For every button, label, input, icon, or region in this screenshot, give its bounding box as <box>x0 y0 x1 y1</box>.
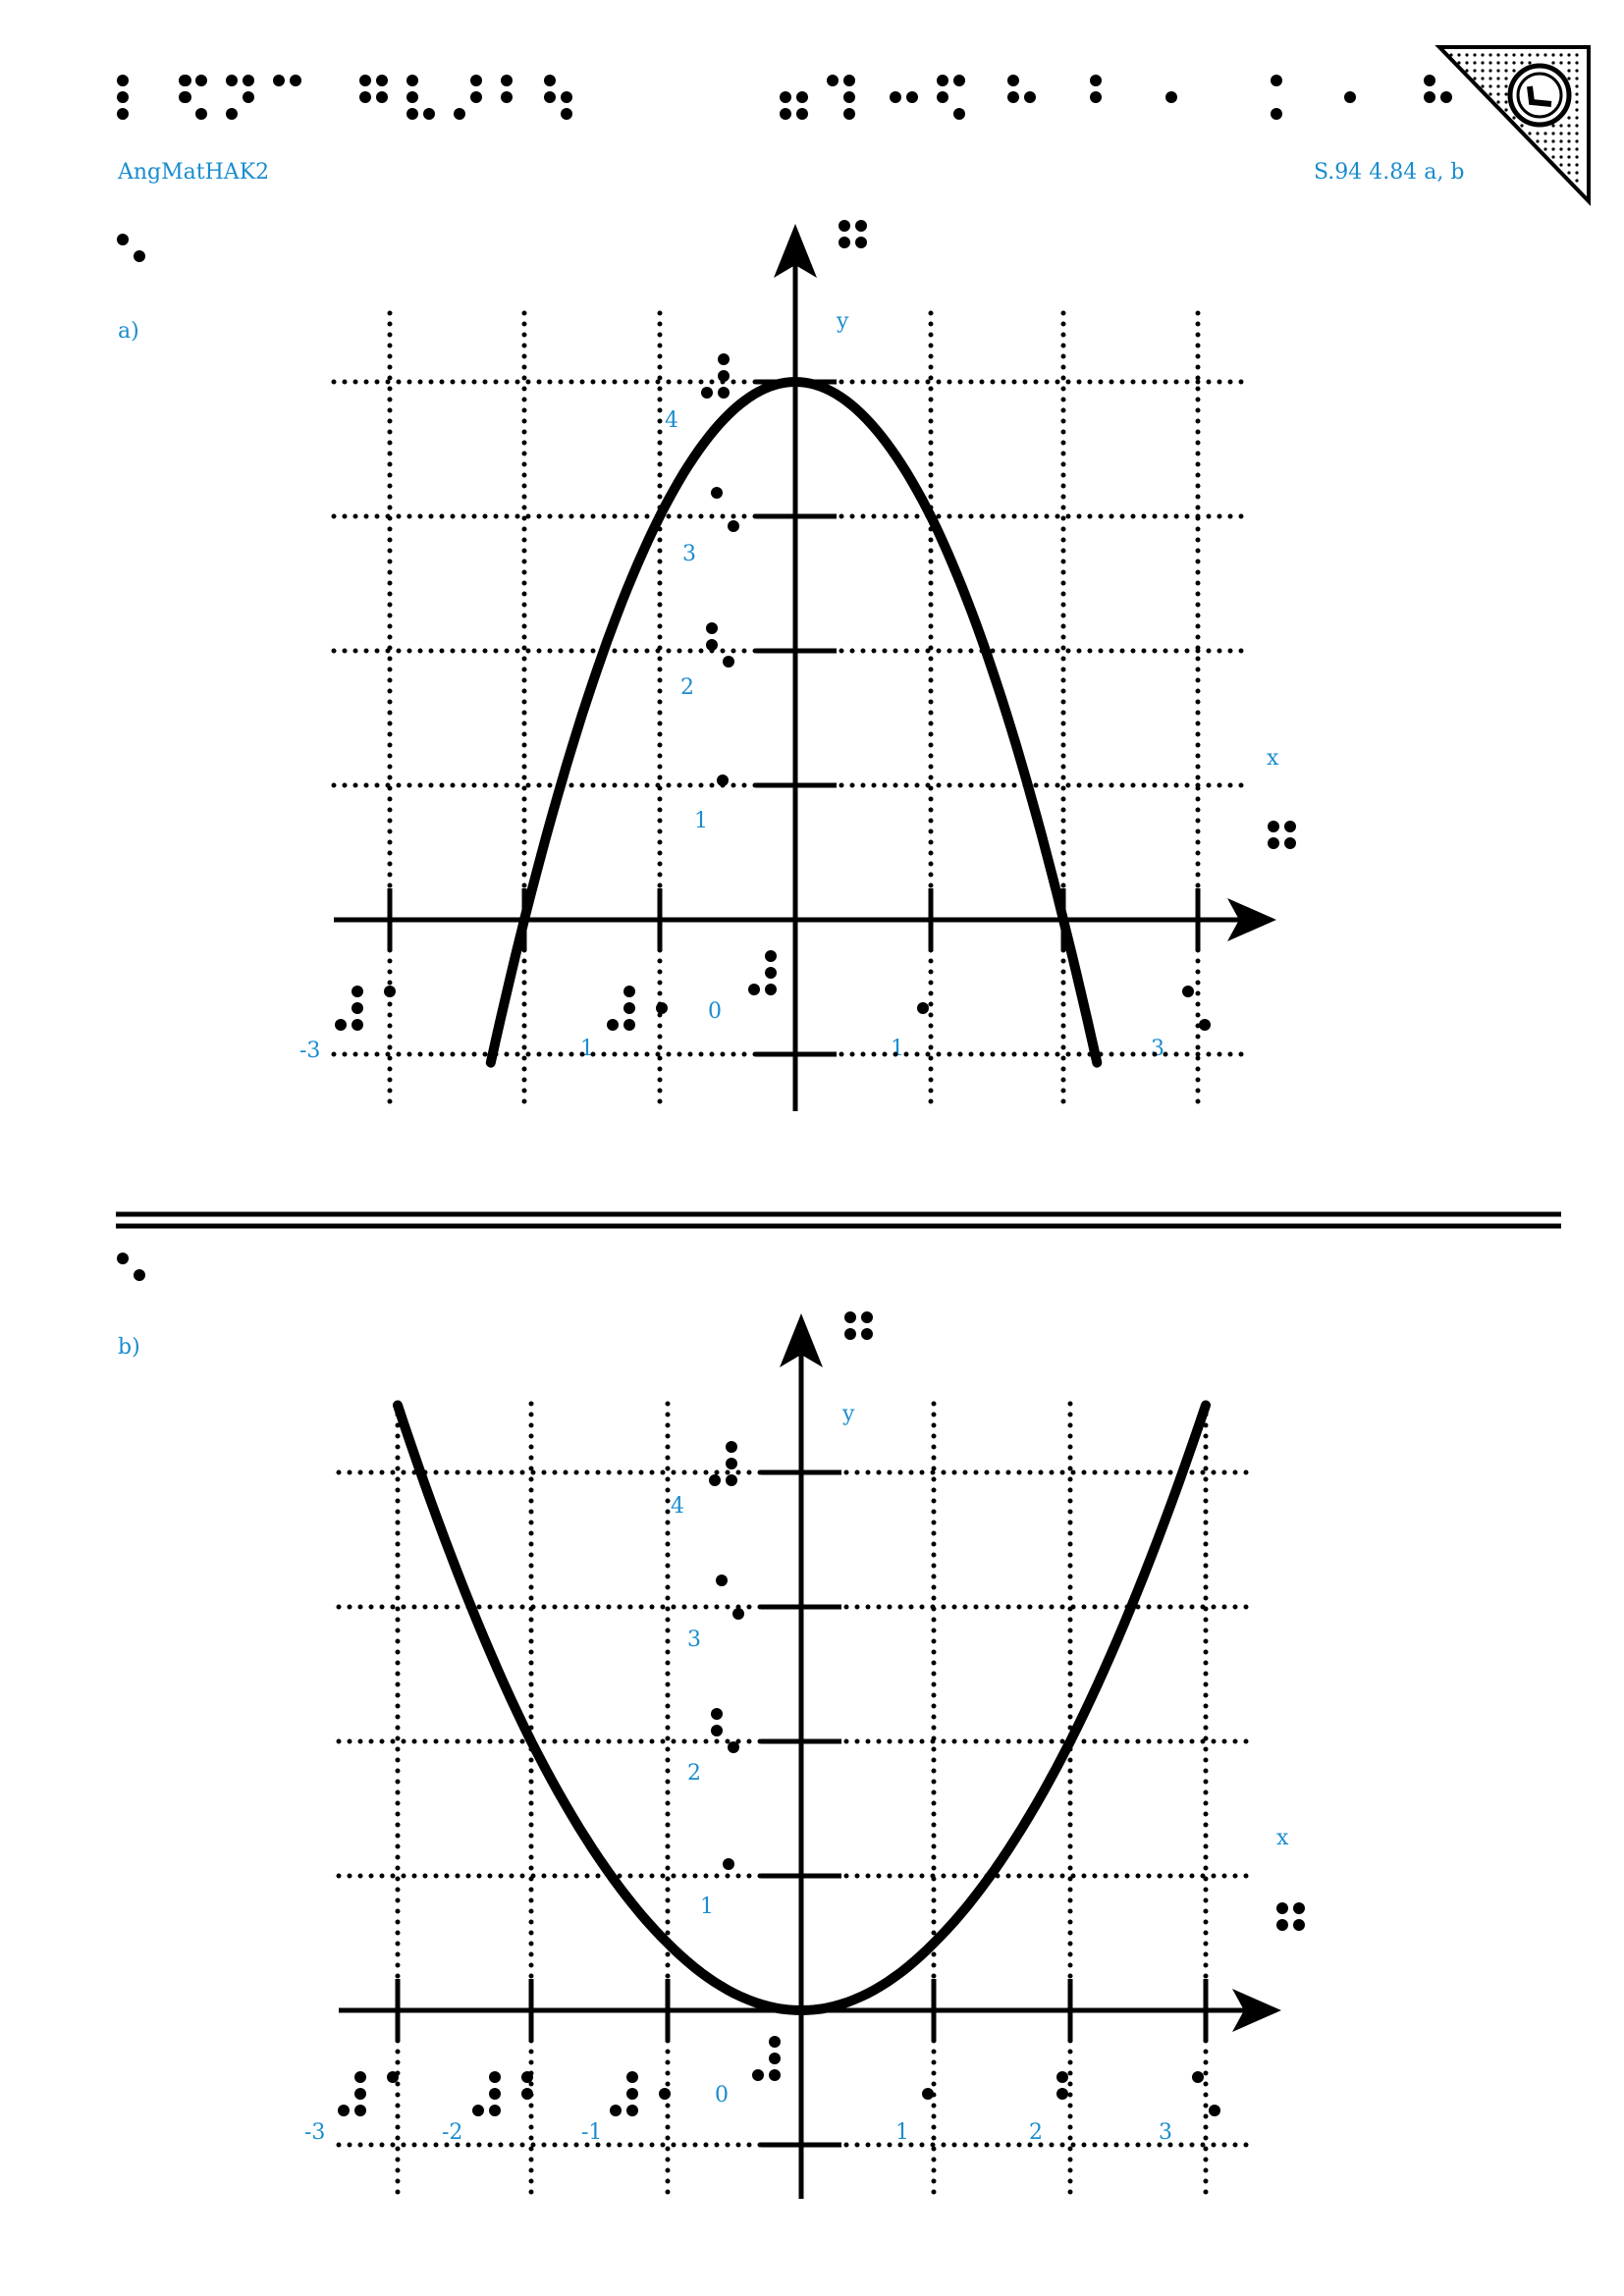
braille-dot <box>780 108 791 120</box>
braille-dot <box>406 75 418 86</box>
emblem-dot <box>1575 69 1578 72</box>
braille-dot <box>359 75 371 86</box>
data-point <box>1097 1062 1098 1063</box>
braille-dot <box>1024 91 1036 103</box>
emblem-dot <box>1473 61 1476 64</box>
data-point <box>490 1062 491 1063</box>
braille-dot <box>226 108 238 120</box>
emblem-dot <box>1575 116 1578 119</box>
braille-dot <box>1344 91 1356 103</box>
emblem-dot <box>1575 155 1578 158</box>
braille-dot <box>844 1311 856 1323</box>
braille-dot <box>906 91 918 103</box>
emblem-dot <box>1559 53 1562 56</box>
braille-dot <box>195 108 207 120</box>
emblem-dot <box>1551 132 1554 134</box>
emblem-dot <box>1559 139 1562 142</box>
braille-dot <box>1090 91 1102 103</box>
braille-dot <box>423 108 435 120</box>
emblem-dot <box>1512 69 1515 72</box>
chart-a-y-tick-label: 1 <box>694 809 708 833</box>
braille-dot <box>489 2071 501 2083</box>
braille-dot <box>117 1253 129 1264</box>
braille-dot <box>243 91 254 103</box>
braille-dot <box>861 1328 873 1340</box>
braille-dot <box>890 91 901 103</box>
data-point <box>795 382 796 383</box>
chart-a-y-tick-label: 4 <box>665 408 678 433</box>
emblem-dot <box>1489 77 1491 80</box>
emblem-dot <box>1520 124 1523 127</box>
chart-a-x-tick-label: 1 <box>580 1037 594 1061</box>
braille-dot <box>1090 75 1102 86</box>
braille-dot <box>855 237 867 248</box>
data-point <box>867 1993 868 1994</box>
emblem-dot <box>1575 61 1578 64</box>
braille-dot <box>726 1474 737 1486</box>
emblem-dot <box>1536 139 1539 142</box>
chart-b-x-tick-label: 1 <box>895 2120 909 2145</box>
data-point <box>1001 1858 1002 1859</box>
braille-dot <box>718 387 730 399</box>
emblem-dot <box>1528 61 1531 64</box>
chart-b-y-tick-label: 1 <box>700 1895 714 1919</box>
emblem-dot <box>1567 53 1570 56</box>
braille-dot <box>406 91 418 103</box>
braille-dot <box>290 75 301 86</box>
braille-dot <box>1293 1902 1305 1914</box>
emblem-dot <box>1481 77 1484 80</box>
emblem-dot <box>1567 116 1570 119</box>
braille-dot <box>406 108 418 120</box>
emblem-dot <box>1504 53 1507 56</box>
data-point <box>934 1943 935 1944</box>
emblem-dot <box>1520 61 1523 64</box>
emblem-dot <box>1575 132 1578 134</box>
braille-dot <box>827 75 839 86</box>
braille-dot <box>376 75 388 86</box>
emblem-dot <box>1473 53 1476 56</box>
braille-dot <box>709 1474 721 1486</box>
emblem-dot <box>1536 53 1539 56</box>
chart-a-y-tick-label: 3 <box>682 542 696 566</box>
emblem-dot <box>1504 84 1507 87</box>
braille-dot <box>1209 2105 1220 2116</box>
braille-dot <box>626 2088 638 2100</box>
data-point <box>592 684 593 685</box>
emblem-dot <box>1575 100 1578 103</box>
emblem-dot <box>1465 69 1468 72</box>
emblem-dot <box>1567 132 1570 134</box>
braille-dot <box>623 1019 635 1031</box>
panel-a-label: a) <box>118 319 139 344</box>
braille-dot <box>726 1441 737 1453</box>
braille-dot <box>732 1608 744 1620</box>
braille-dot <box>937 75 948 86</box>
emblem-dot <box>1457 53 1460 56</box>
chart-a-x-tick-label: -3 <box>299 1039 321 1063</box>
data-point <box>599 1858 600 1859</box>
emblem-dot <box>1512 61 1515 64</box>
chart-b-y-tick-label: 2 <box>687 1761 701 1786</box>
emblem-dot <box>1551 124 1554 127</box>
braille-dot <box>359 91 371 103</box>
chart-a-y-tick-label: 2 <box>680 675 694 700</box>
emblem-dot <box>1567 124 1570 127</box>
data-point <box>1070 1741 1071 1742</box>
braille-dot <box>843 91 855 103</box>
chart-b-x-tick-label: 3 <box>1159 2120 1172 2145</box>
braille-dot <box>335 1019 347 1031</box>
braille-dot <box>1199 1019 1211 1031</box>
emblem-dot <box>1496 84 1499 87</box>
braille-dot <box>354 2105 366 2116</box>
braille-dot <box>454 108 465 120</box>
braille-dot <box>752 2069 764 2081</box>
chart-b-x-tick-label: 0 <box>715 2083 729 2108</box>
braille-dot <box>626 2105 638 2116</box>
braille-dot <box>1276 1919 1288 1931</box>
braille-dot <box>376 91 388 103</box>
braille-dot <box>843 108 855 120</box>
emblem-dot <box>1496 69 1499 72</box>
braille-dot <box>626 2071 638 2083</box>
braille-dot <box>765 984 777 995</box>
data-point <box>660 516 661 517</box>
braille-dot <box>489 2105 501 2116</box>
emblem-dot <box>1575 84 1578 87</box>
emblem-dot <box>1543 53 1546 56</box>
braille-dot <box>1192 2071 1204 2083</box>
braille-dot <box>1056 2088 1068 2100</box>
braille-dot <box>338 2105 350 2116</box>
chart-a-x-tick-label: 1 <box>891 1037 904 1061</box>
braille-dot <box>839 237 850 248</box>
braille-dot <box>723 1858 734 1870</box>
braille-dot <box>861 1311 873 1323</box>
braille-dot <box>501 75 513 86</box>
braille-dot <box>765 950 777 962</box>
braille-dot <box>844 1328 856 1340</box>
braille-dot <box>1284 821 1296 832</box>
braille-dot <box>561 108 572 120</box>
braille-dot <box>769 2053 781 2064</box>
braille-dot <box>610 2105 622 2116</box>
emblem-dot <box>1528 132 1531 134</box>
emblem-dot <box>1496 92 1499 95</box>
emblem-dot <box>1504 69 1507 72</box>
data-point <box>997 684 998 685</box>
emblem-dot <box>1567 61 1570 64</box>
emblem-dot <box>1575 147 1578 150</box>
braille-dot <box>179 91 190 103</box>
braille-dot <box>1293 1919 1305 1931</box>
emblem-dot <box>1481 53 1484 56</box>
emblem-dot <box>1496 100 1499 103</box>
emblem-dot <box>1575 139 1578 142</box>
emblem-dot <box>1575 77 1578 80</box>
emblem-dot <box>1575 108 1578 111</box>
emblem-dot <box>1567 77 1570 80</box>
panel-b-label: b) <box>118 1335 140 1360</box>
emblem-dot <box>1551 61 1554 64</box>
emblem-dot <box>1504 92 1507 95</box>
braille-dot <box>1440 91 1452 103</box>
braille-dot <box>796 108 808 120</box>
braille-dot <box>117 75 129 86</box>
emblem-dot <box>1489 53 1491 56</box>
emblem-dot <box>1575 179 1578 182</box>
emblem-dot <box>1465 61 1468 64</box>
emblem-dot <box>1465 53 1468 56</box>
braille-dot <box>701 387 713 399</box>
braille-dot <box>937 91 948 103</box>
braille-dot <box>623 986 635 997</box>
braille-dot <box>953 75 965 86</box>
chart-b-x-tick-label: -2 <box>442 2120 463 2145</box>
braille-dot <box>711 1725 723 1736</box>
emblem-dot <box>1504 108 1507 111</box>
braille-dot <box>726 1458 737 1469</box>
braille-dot <box>723 656 734 667</box>
emblem-dot <box>1575 92 1578 95</box>
data-point <box>728 415 729 416</box>
braille-dot <box>607 1019 619 1031</box>
emblem-dot <box>1559 163 1562 166</box>
data-point <box>398 1405 399 1406</box>
braille-dot <box>706 622 718 634</box>
data-point <box>464 1589 465 1590</box>
emblem-dot <box>1551 155 1554 158</box>
chart-b-x-axis-label: x <box>1276 1826 1289 1850</box>
emblem-dot <box>1543 147 1546 150</box>
braille-dot <box>134 1269 145 1281</box>
braille-dot <box>623 1002 635 1014</box>
braille-dot <box>748 984 760 995</box>
braille-dot <box>711 487 723 499</box>
braille-dot <box>352 1019 363 1031</box>
braille-dot <box>780 91 791 103</box>
emblem-dot <box>1543 139 1546 142</box>
chart-a-y-axis-label: y <box>837 309 849 334</box>
braille-dot <box>718 353 730 365</box>
braille-dot <box>769 2069 781 2081</box>
data-point <box>801 2010 802 2011</box>
braille-dot <box>273 75 285 86</box>
braille-dot <box>953 108 965 120</box>
chart-a-x-tick-label: 0 <box>708 999 722 1024</box>
braille-dot <box>179 75 190 86</box>
braille-dot <box>489 2088 501 2100</box>
braille-dot <box>796 91 808 103</box>
data-point <box>524 920 525 921</box>
chart-b-y-tick-label: 4 <box>671 1494 684 1519</box>
emblem-dot <box>1504 77 1507 80</box>
emblem-dot <box>1575 171 1578 174</box>
braille-dot <box>1056 2071 1068 2083</box>
emblem-dot <box>1559 124 1562 127</box>
emblem-dot <box>1473 77 1476 80</box>
emblem-dot <box>1449 53 1452 56</box>
chart-b-x-tick-label: -3 <box>304 2120 326 2145</box>
braille-dot <box>472 2105 484 2116</box>
emblem-dot <box>1481 84 1484 87</box>
chart-a-x-axis-label: x <box>1267 746 1279 771</box>
emblem-dot <box>1473 69 1476 72</box>
braille-dot <box>728 520 739 532</box>
braille-dot <box>501 91 513 103</box>
emblem-dot <box>1575 163 1578 166</box>
braille-dot <box>134 250 145 262</box>
braille-dot <box>470 75 482 86</box>
data-point <box>734 1993 735 1994</box>
emblem-dot <box>1504 61 1507 64</box>
braille-dot <box>561 91 572 103</box>
braille-dot <box>470 91 482 103</box>
emblem-dot <box>1567 171 1570 174</box>
emblem-dot <box>1496 53 1499 56</box>
emblem-dot <box>1536 132 1539 134</box>
braille-dot <box>716 1575 728 1586</box>
emblem-dot <box>1559 132 1562 134</box>
braille-dot <box>1165 91 1177 103</box>
emblem-dot <box>1567 69 1570 72</box>
emblem-dot <box>1528 53 1531 56</box>
data-point <box>668 1943 669 1944</box>
emblem-dot <box>1481 69 1484 72</box>
emblem-dot <box>1551 53 1554 56</box>
emblem-dot <box>1551 147 1554 150</box>
emblem-dot <box>1481 61 1484 64</box>
braille-dot <box>765 967 777 979</box>
data-point <box>1138 1589 1139 1590</box>
braille-dot <box>839 220 850 232</box>
braille-dot <box>1268 821 1279 832</box>
emblem-dot <box>1512 116 1515 119</box>
braille-dot <box>855 220 867 232</box>
braille-dot <box>195 75 207 86</box>
chart-b-x-tick-label: -1 <box>581 2120 603 2145</box>
braille-dot <box>1182 986 1194 997</box>
emblem-dot <box>1543 132 1546 134</box>
emblem-dot <box>1575 124 1578 127</box>
chart-b-x-tick-label: 2 <box>1029 2120 1043 2145</box>
emblem-dot <box>1567 139 1570 142</box>
braille-dot <box>352 986 363 997</box>
header-right-label: S.94 4.84 a, b <box>1314 160 1465 185</box>
braille-dot <box>243 75 254 86</box>
emblem-dot <box>1489 84 1491 87</box>
braille-dot <box>769 2036 781 2048</box>
braille-dot <box>1271 108 1282 120</box>
emblem-dot <box>1489 61 1491 64</box>
emblem-dot <box>1512 53 1515 56</box>
braille-dot <box>1007 75 1019 86</box>
braille-dot <box>1424 91 1435 103</box>
emblem-dot <box>1567 163 1570 166</box>
emblem-dot <box>1504 100 1507 103</box>
emblem-dot <box>1559 61 1562 64</box>
braille-dot <box>1276 1902 1288 1914</box>
data-point <box>863 415 864 416</box>
braille-dot <box>1284 837 1296 849</box>
emblem-dot <box>1496 77 1499 80</box>
emblem-dot <box>1489 92 1491 95</box>
emblem-dot <box>1559 155 1562 158</box>
emblem-dot <box>1567 155 1570 158</box>
emblem-dot <box>1457 61 1460 64</box>
chart-a-x-tick-label: 3 <box>1151 1037 1164 1061</box>
braille-dot <box>544 91 556 103</box>
emblem-dot <box>1575 53 1578 56</box>
data-point <box>1063 920 1064 921</box>
emblem-dot <box>1489 69 1491 72</box>
chart-a <box>334 224 1279 1111</box>
braille-dot <box>117 234 129 245</box>
emblem-dot <box>1567 147 1570 150</box>
data-point <box>531 1741 532 1742</box>
emblem-dot <box>1551 139 1554 142</box>
data-point <box>1206 1405 1207 1406</box>
braille-dot <box>711 1708 723 1720</box>
chart-b-y-tick-label: 3 <box>687 1628 701 1652</box>
braille-dot <box>354 2088 366 2100</box>
corner-emblem-icon <box>1439 47 1589 201</box>
braille-dot <box>843 75 855 86</box>
emblem-dot <box>1520 53 1523 56</box>
chart-b-y-axis-label: y <box>842 1402 855 1426</box>
braille-dot <box>544 75 556 86</box>
chart-b <box>339 1313 1281 2199</box>
data-point <box>931 516 932 517</box>
emblem-dot <box>1496 61 1499 64</box>
braille-dot <box>354 2071 366 2083</box>
braille-dot <box>1007 91 1019 103</box>
braille-dot <box>226 75 238 86</box>
emblem-dot <box>1559 147 1562 150</box>
braille-dot <box>117 91 129 103</box>
braille-dot <box>1271 75 1282 86</box>
braille-dot <box>117 108 129 120</box>
braille-dot <box>1424 75 1435 86</box>
braille-dot <box>917 1002 929 1014</box>
braille-dot <box>1268 837 1279 849</box>
braille-dot <box>352 1002 363 1014</box>
header-left-label: AngMatHAK2 <box>118 160 270 185</box>
